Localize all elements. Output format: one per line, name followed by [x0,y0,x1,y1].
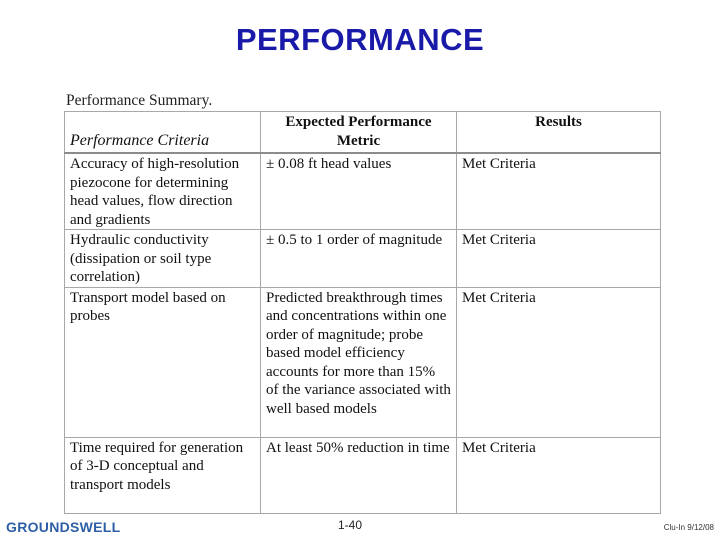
criteria-cell: Accuracy of high-resolution piezocone for determining head values, flow direction and gradients [65,153,261,230]
header-metric-line-2: Metric [336,132,381,149]
header-expected-performance-metric [261,112,457,154]
header-metric-line-1: Expected Performance [285,114,432,130]
table-row [65,287,661,437]
result-cell: Met Criteria [457,153,661,230]
table-header-row [65,112,661,154]
table-row [65,437,661,513]
criteria-cell: Transport model based on probes [65,287,261,437]
criteria-cell: Time required for generation of 3-D conceptual and transport models [65,437,261,513]
metric-cell: ± 0.08 ft head values [261,153,457,230]
table-row [65,153,661,230]
result-cell: Met Criteria [457,437,661,513]
slide-title: PERFORMANCE [235,22,485,57]
metric-cell: ± 0.5 to 1 order of magnitude [261,230,457,288]
footer-note: Clu-In 9/12/08 [663,523,714,532]
groundswell-logo: GROUNDSWELL [6,519,121,535]
criteria-cell: Hydraulic conductivity (dissipation or soil type correlation) [65,230,261,288]
metric-cell: Predicted breakthrough times and concentrations within one order of magnitude; probe based model efficiency accounts for more than 15% of the variance associated with well based models [261,287,457,437]
page-number: 1-40 [338,518,363,532]
header-results: Results [457,112,661,154]
table-caption: Performance Summary. [66,92,213,109]
table-row [65,230,661,288]
header-performance-criteria: Performance Criteria [65,112,261,154]
performance-summary-table [64,111,661,514]
result-cell: Met Criteria [457,230,661,288]
metric-cell: At least 50% reduction in time [261,437,457,513]
result-cell: Met Criteria [457,287,661,437]
